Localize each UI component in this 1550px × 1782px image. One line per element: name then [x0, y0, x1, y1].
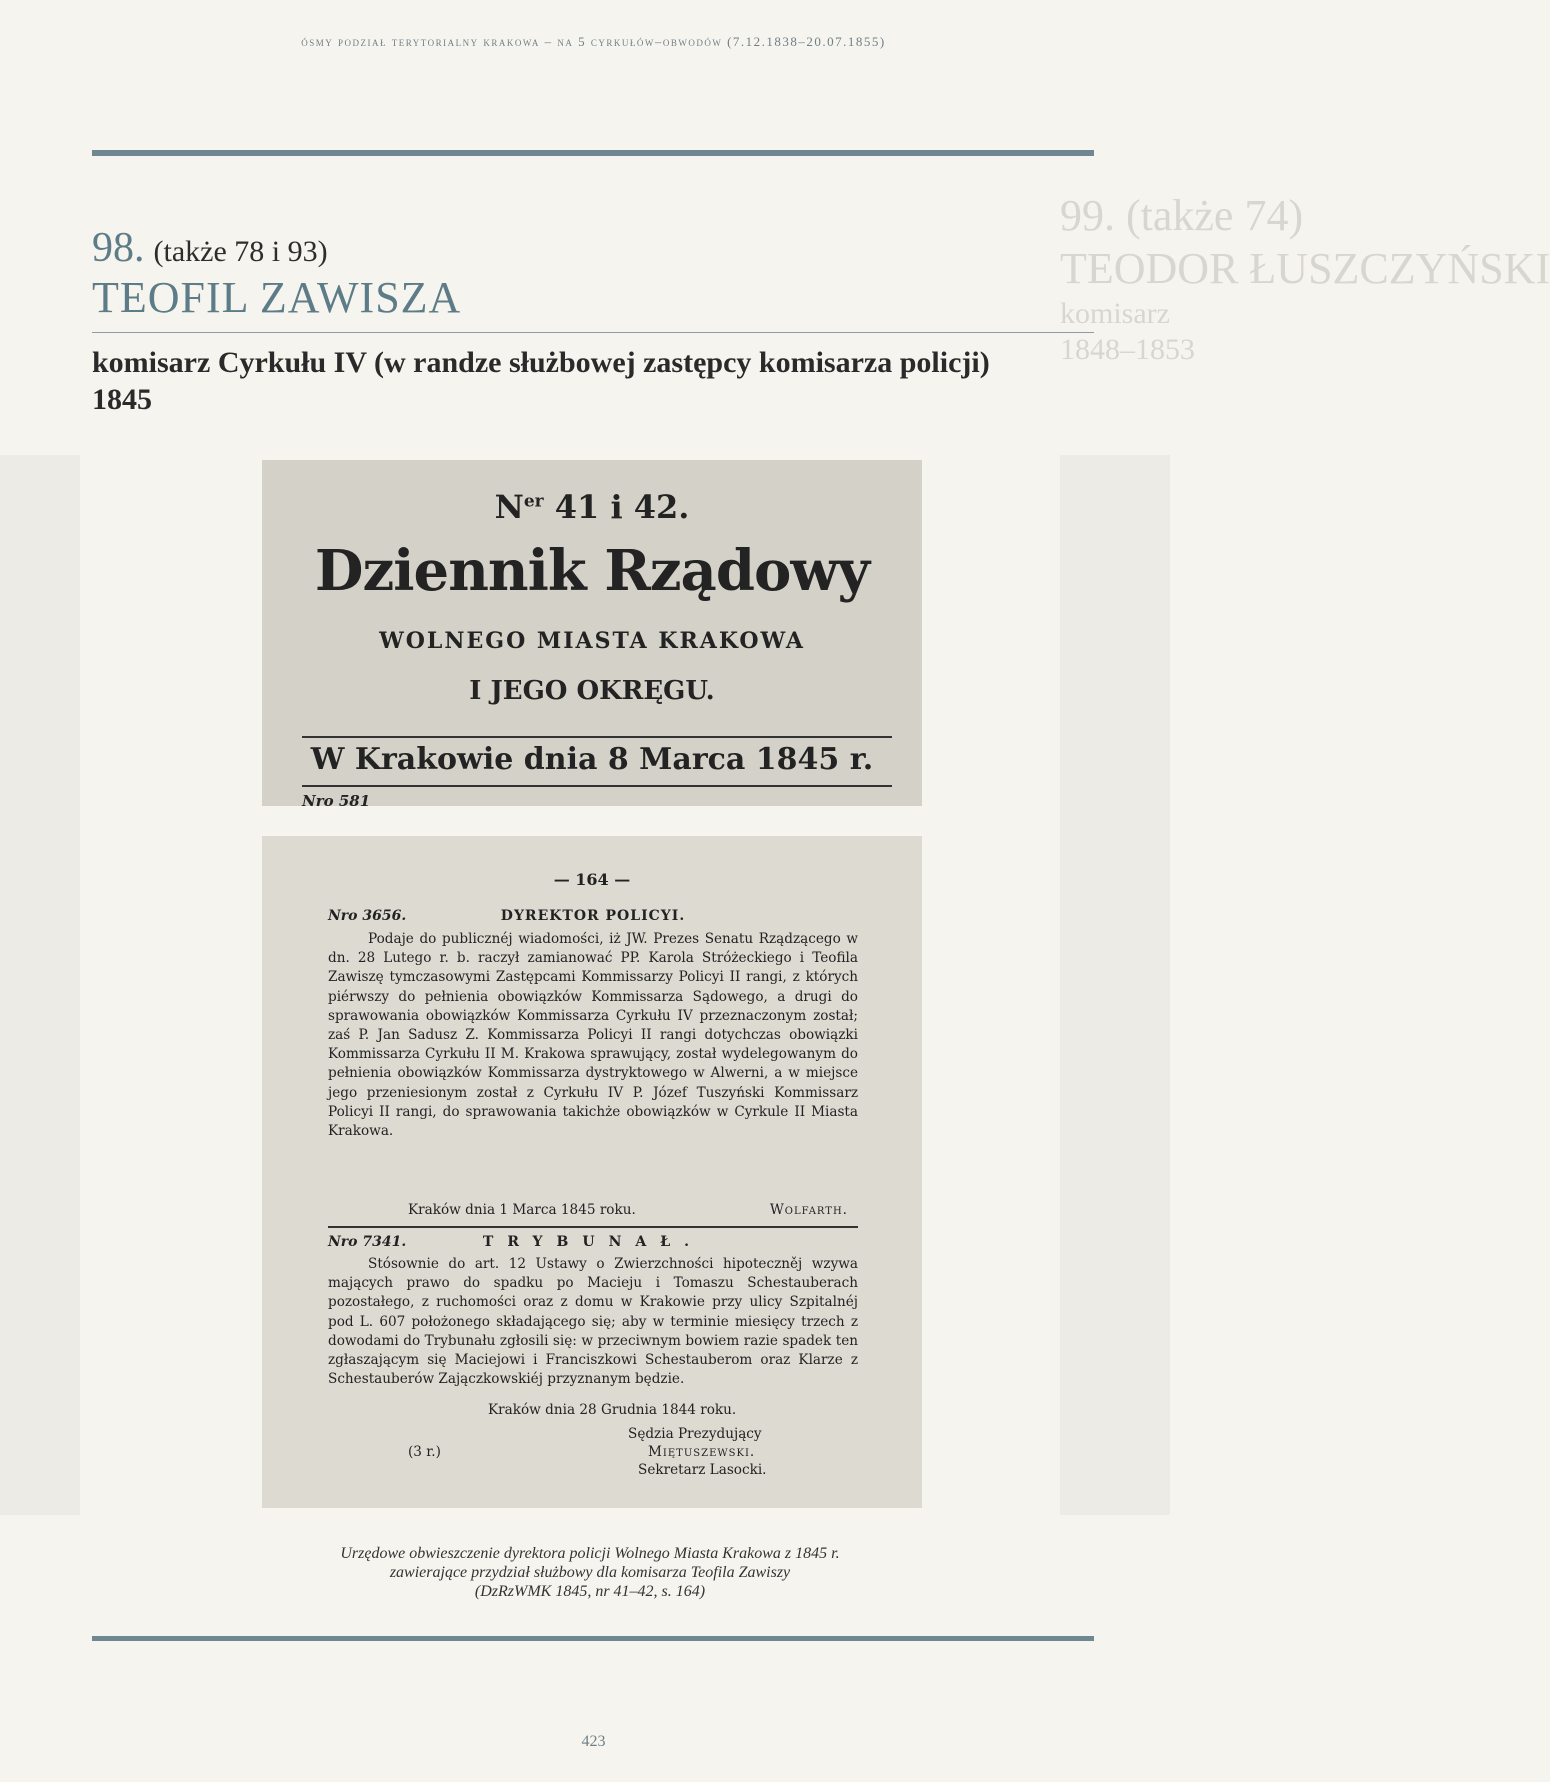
figure-caption — [200, 1544, 980, 1601]
facing-page-bleed-text — [1060, 190, 1550, 450]
running-head: ósmy podział terytorialny krakowa – na 5 cyrkułów–obwodów (7.12.1838–20.07.1855) — [301, 34, 886, 49]
facing-page-image-bleed-left — [0, 455, 80, 1515]
caption-line: zawierające przydział służbowy dla komisarza Teofila Zawiszy — [389, 1564, 791, 1581]
notice1-sign-line — [328, 1202, 858, 1218]
issue-number-rest: 41 i 42. — [543, 488, 690, 526]
header-rule — [302, 785, 892, 787]
issue-date: W Krakowie dnia 8 Marca 1845 r. — [310, 742, 874, 777]
issue-number-sup: er — [523, 491, 544, 512]
notice2-body — [328, 1255, 858, 1389]
notice1-date: Kraków dnia 1 Marca 1845 roku. — [408, 1202, 636, 1218]
heading-rule — [92, 332, 1094, 333]
notice2-heading: TRYBUNAŁ. — [482, 1234, 704, 1250]
top-rule — [92, 150, 1094, 156]
notice1-body — [328, 930, 858, 1141]
notice1-header — [328, 908, 858, 924]
notice1-heading: DYREKTOR POLICYI. — [500, 908, 686, 924]
newspaper-title: Dziennik Rządowy — [314, 538, 870, 604]
page-number: — 164 — — [553, 870, 631, 889]
entry-number: 98. — [92, 225, 145, 271]
newspaper-subtitle-1: WOLNEGO MIASTA KRAKOWA — [379, 628, 805, 654]
issue-number — [262, 488, 922, 526]
bottom-rule — [92, 1636, 1094, 1641]
bleed-line: 99. (także 74) — [1060, 191, 1304, 240]
notice2-sig2-text: Miętuszewski. — [648, 1444, 756, 1460]
notice2-sig3-text: Sekretarz Lasocki. — [638, 1462, 767, 1478]
notice1-number: Nro 3656. — [328, 908, 407, 924]
notice2-date: Kraków dnia 28 Grudnia 1844 roku. — [488, 1402, 737, 1418]
notice2-number: Nro 7341. — [328, 1234, 407, 1250]
bleed-line: komisarz — [1060, 296, 1170, 330]
notice1-signature: Wolfarth. — [769, 1202, 848, 1218]
newspaper-header-scan — [262, 460, 922, 810]
newspaper-page-scan — [262, 836, 922, 1508]
page-number-folio: 423 — [581, 1733, 606, 1750]
entry-role: komisarz Cyrkułu IV (w randze służbowej zastępcy komisarza policji) — [92, 346, 990, 379]
newspaper-subtitle-2: I JEGO OKRĘGU. — [469, 676, 715, 706]
entry-name: TEOFIL ZAWISZA — [92, 273, 462, 322]
header-rule — [302, 736, 892, 738]
notice2-sig1-text: Sędzia Prezydujący — [628, 1426, 762, 1442]
entry-also: (także 78 i 93) — [153, 235, 328, 268]
cut-text: Nro 581 — [302, 792, 371, 810]
entry-year: 1845 — [92, 383, 152, 416]
issue-number-prefix: N — [494, 488, 524, 526]
notice2-header — [328, 1234, 858, 1250]
notice1-body-text: Podaje do publicznéj wiadomości, iż JW. Prezes Senatu Rządzącego w dn. 28 Lutego r. b. raczył zamianować PP. Karola Stróżeckiego i Teofila Zawiszę tymczasowymi Zastępcami Kommissarzy Policyi II rangi, z których piérwszy do pełnienia obowiązków Kommissarza Sądowego, a drugi do sprawowania obowiązków Kommissarza Cyrkułu IV przeznaczonym został; zaś P. Jan Sadusz Z. Kommissarza Policyi II rangi dotychczas obowiązki Kommissarza Cyrkułu II M. Krakowa sprawujący, został wydelegowanym do pełnienia obowiązków Kommissarza dystryktowego w Alwerni, a w miejsce jego przeniesionym został z Cyrkułu IV P. Józef Tuszyński Kommissarz Policyi II rangi, do sprawowania takichże obowiązków w Cyrkule II Miasta Krakowa. — [328, 931, 858, 1140]
facing-page-image-bleed-right — [1060, 455, 1170, 1515]
notice2-body-text: Stósownie do art. 12 Ustawy o Zwierzchności hipoteczněj wzywa mających prawo do spadku po Macieju i Tomaszu Schestauberach pozostałego, z ruchomości oraz z domu w Krakowie przy ulicy Szpitalnéj pod L. 607 położonego składającego się; aby w terminie miesięcy trzech z dowodami do Trybunału zgłosili się: w przeciwnym bowiem razie spadek ten zgłaszającym się Maciejowi i Franciszkowi Schestauberom oraz Klarze z Schestauberów Zajączkowskiéj przyznanym będzie. — [328, 1256, 858, 1388]
notice2-mark: (3 r.) — [408, 1444, 441, 1460]
bleed-line: TEODOR ŁUSZCZYŃSKI — [1060, 243, 1550, 293]
caption-line: (DzRzWMK 1845, nr 41–42, s. 164) — [474, 1583, 706, 1600]
bleed-line: 1848–1853 — [1060, 332, 1195, 366]
notice-separator — [328, 1226, 858, 1228]
caption-line: Urzędowe obwieszczenie dyrektora policji Wolnego Miasta Krakowa z 1845 r. — [340, 1545, 840, 1562]
entry-number-line — [92, 224, 328, 272]
